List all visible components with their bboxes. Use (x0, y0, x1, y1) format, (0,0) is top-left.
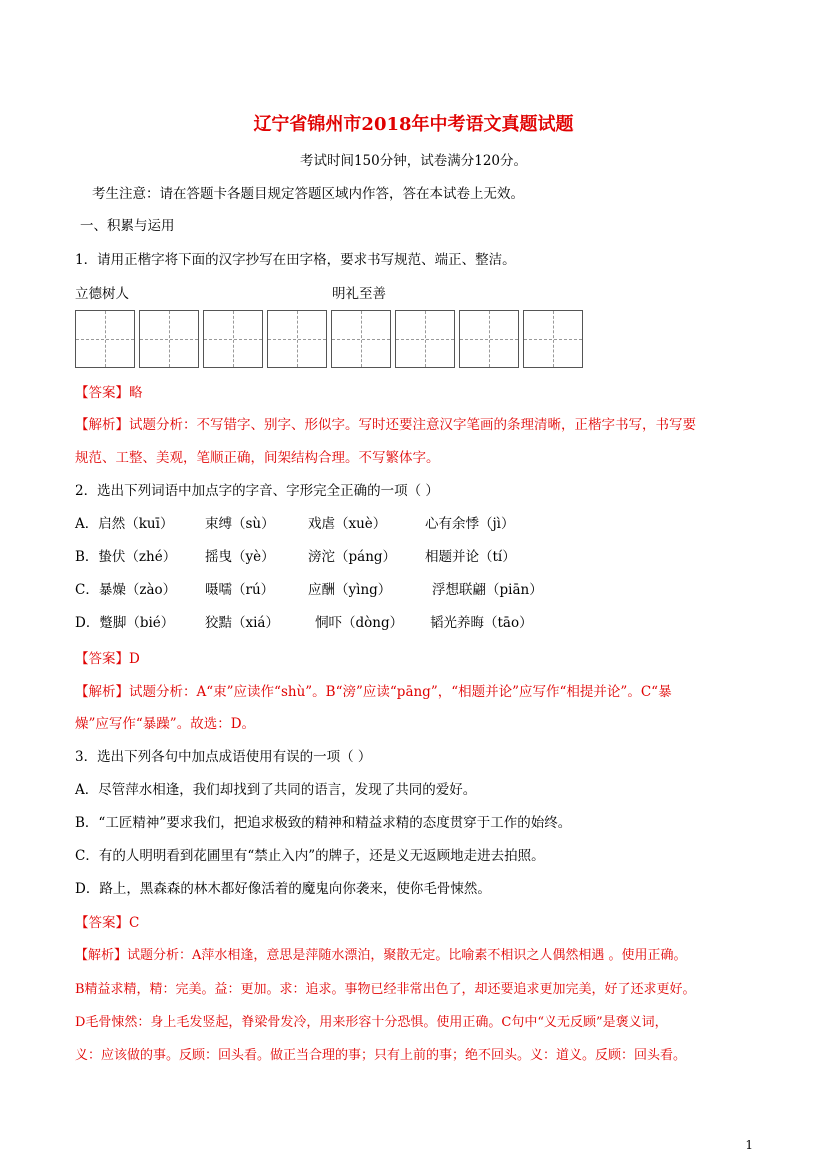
tianzige-cell (75, 310, 135, 368)
page-title: 辽宁省锦州市2018年中考语文真题试题 (253, 114, 574, 135)
q2-stem: 2．选出下列词语中加点字的字音、字形完全正确的一项（ ） (75, 483, 439, 499)
answer-label: 【答案】 (75, 651, 129, 667)
q3-option-a: A．尽管萍水相逢，我们却找到了共同的语言，发现了共同的爱好。 (75, 782, 477, 798)
q3-analysis-line: B精益求精，精：完美。益：更加。求：追求。事物已经非常出色了，却还要追求更加完美，好了还求更好。 (75, 982, 696, 997)
option-word: C．暴燥（zào） (75, 582, 177, 598)
option-word: 束缚（sù） (205, 516, 275, 532)
tianzige-cell (203, 310, 263, 368)
option-word: 摇曳（yè） (205, 549, 275, 565)
tianzige-cell (331, 310, 391, 368)
option-word: 狡黠（xiá） (205, 615, 279, 631)
analysis-text: 试题分析：不写错字、别字、形似字。写时还要注意汉字笔画的条理清晰，正楷字书写，书写要 (129, 417, 696, 433)
analysis-label: 【解析】 (75, 684, 129, 700)
q2-answer (75, 649, 140, 669)
analysis-text: 试题分析：A“束”应读作“shù”。B“滂”应读“pāng”，“相题并论”应写作“相提并论”。C“暴 (129, 684, 672, 700)
option-word: 应酬（yìng） (308, 582, 392, 598)
q2-analysis-line (75, 682, 672, 702)
analysis-label: 【解析】 (75, 417, 129, 433)
q3-analysis-line: D毛骨悚然：身上毛发竖起，脊梁骨发冷，用来形容十分恐惧。使用正确。C句中“义无反顾”是褒义词， (75, 1015, 668, 1030)
q1-stem: 1．请用正楷字将下面的汉字抄写在田字格，要求书写规范、端正、整洁。 (75, 252, 516, 268)
option-word: A．启然（kuī） (75, 516, 174, 532)
section-heading: 一、积累与运用 (80, 218, 175, 234)
answer-value: D (129, 651, 140, 667)
answer-value: C (129, 915, 140, 931)
q3-option-b: B．“工匠精神”要求我们，把追求极致的精神和精益求精的态度贯穿于工作的始终。 (75, 815, 572, 831)
q3-analysis-line (75, 946, 687, 966)
tianzige-cell (139, 310, 199, 368)
analysis-label: 【解析】 (75, 948, 128, 963)
tianzige-cell (459, 310, 519, 368)
notice: 考生注意：请在答题卡各题目规定答题区域内作答，答在本试卷上无效。 (92, 186, 524, 202)
q2-analysis-line: 燥”应写作“暴躁”。故选：D。 (75, 716, 256, 732)
tianzige-cell (395, 310, 455, 368)
answer-label: 【答案】 (75, 915, 129, 931)
q3-answer (75, 913, 139, 933)
q1-answer (75, 383, 143, 403)
option-word: 韬光养晦（tāo） (430, 615, 533, 631)
q3-option-d: D．路上，黑森森的林木都好像活着的魔鬼向你袭来，使你毛骨悚然。 (75, 881, 491, 897)
q1-analysis-line (75, 415, 696, 435)
option-word: 嗫嚅（rú） (205, 582, 275, 598)
option-word: B．蛰伏（zhé） (75, 549, 177, 565)
analysis-text: 试题分析：A萍水相逢，意思是萍随水漂泊，聚散无定。比喻素不相识之人偶然相遇 。使用正确。 (127, 948, 687, 963)
option-word: D．蹩脚（bié） (75, 615, 175, 631)
q3-stem: 3．选出下列各句中加点成语使用有误的一项（ ） (75, 749, 372, 765)
option-word: 相题并论（tí） (425, 549, 516, 565)
option-word: 浮想联翩（piān） (432, 582, 543, 598)
tianzige-cell (523, 310, 583, 368)
page-number: 1 (745, 1138, 753, 1152)
answer-value: 略 (129, 385, 143, 401)
tianzige-cell (267, 310, 327, 368)
tianzige-grid (75, 310, 583, 370)
exam-info: 考试时间150分钟，试卷满分120分。 (299, 153, 528, 169)
option-word: 滂沱（páng） (308, 549, 397, 565)
option-word: 恫吓（dòng） (315, 615, 404, 631)
q1-phrase-1: 立德树人 (75, 286, 129, 302)
option-word: 心有余悸（jì） (425, 516, 515, 532)
q3-option-c: C．有的人明明看到花圃里有“禁止入内”的牌子，还是义无返顾地走进去拍照。 (75, 848, 545, 864)
option-word: 戏虐（xuè） (308, 516, 387, 532)
q3-analysis-line: 义：应该做的事。反顾：回头看。做正当合理的事；只有上前的事；绝不回头。义：道义。反顾：回头看。 (75, 1048, 687, 1063)
q1-analysis-line: 规范、工整、美观，笔顺正确，间架结构合理。不写繁体字。 (75, 450, 440, 466)
q1-phrase-2: 明礼至善 (332, 286, 386, 302)
answer-label: 【答案】 (75, 385, 129, 401)
